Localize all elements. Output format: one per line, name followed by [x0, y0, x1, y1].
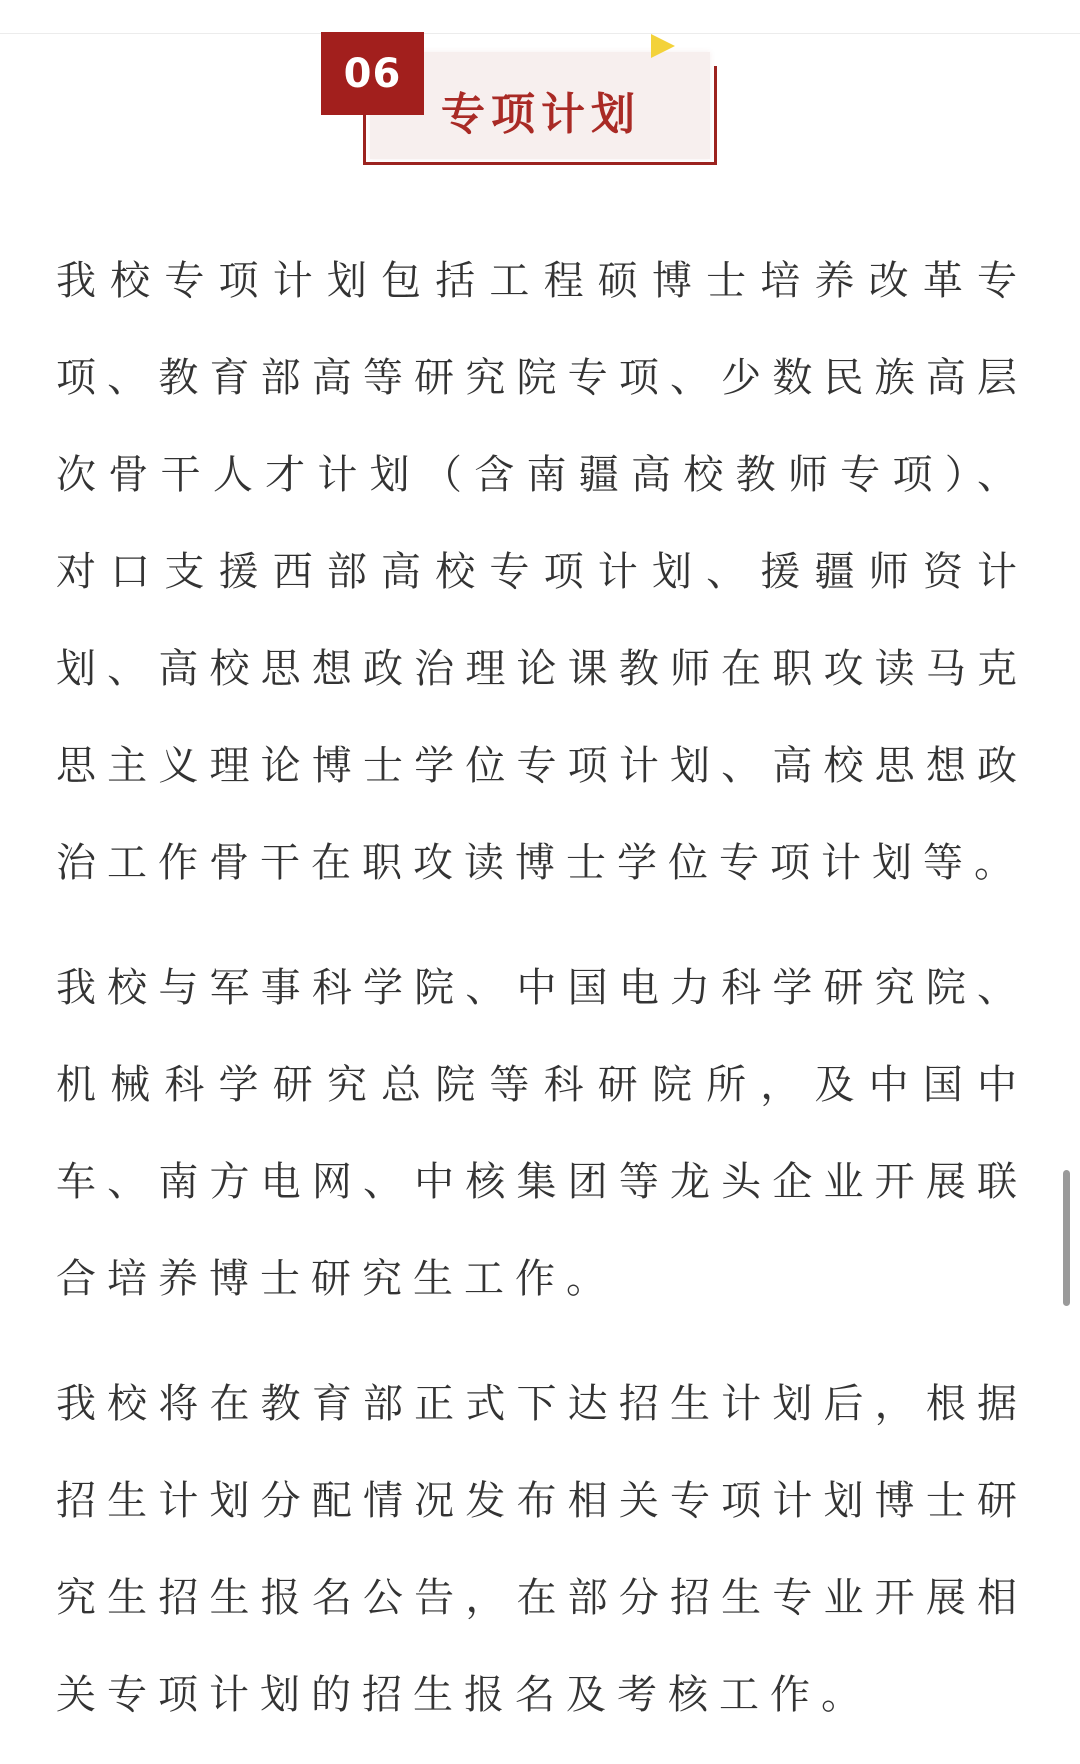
scrollbar-thumb[interactable]	[1063, 1170, 1070, 1306]
section-title: 专项计划	[441, 89, 641, 140]
section-number: 06	[343, 50, 402, 97]
paragraph-special-plans: 我校专项计划包括工程硕博士培养改革专项、教育部高等研究院专项、少数民族高层次骨干人才计划（含南疆高校教师专项）、对口支援西部高校专项计划、援疆师资计划、高校思想政治理论课教师在职攻读马克思主义理论博士学位专项计划、高校思想政治工作骨干在职攻读博士学位专项计划等。	[56, 258, 1028, 886]
flag-triangle-icon	[651, 34, 675, 58]
paragraph-joint-training: 我校与军事科学院、中国电力科学研究院、机械科学研究总院等科研院所，及中国中车、南方电网、中核集团等龙头企业开展联合培养博士研究生工作。	[56, 965, 1028, 1302]
section-header	[321, 32, 721, 172]
section-number-badge	[321, 32, 424, 115]
article-content	[56, 233, 1028, 1744]
paragraph-enrollment-notice: 我校将在教育部正式下达招生计划后，根据招生计划分配情况发布相关专项计划博士研究生招生报名公告，在部分招生专业开展相关专项计划的招生报名及考核工作。	[56, 1381, 1028, 1718]
